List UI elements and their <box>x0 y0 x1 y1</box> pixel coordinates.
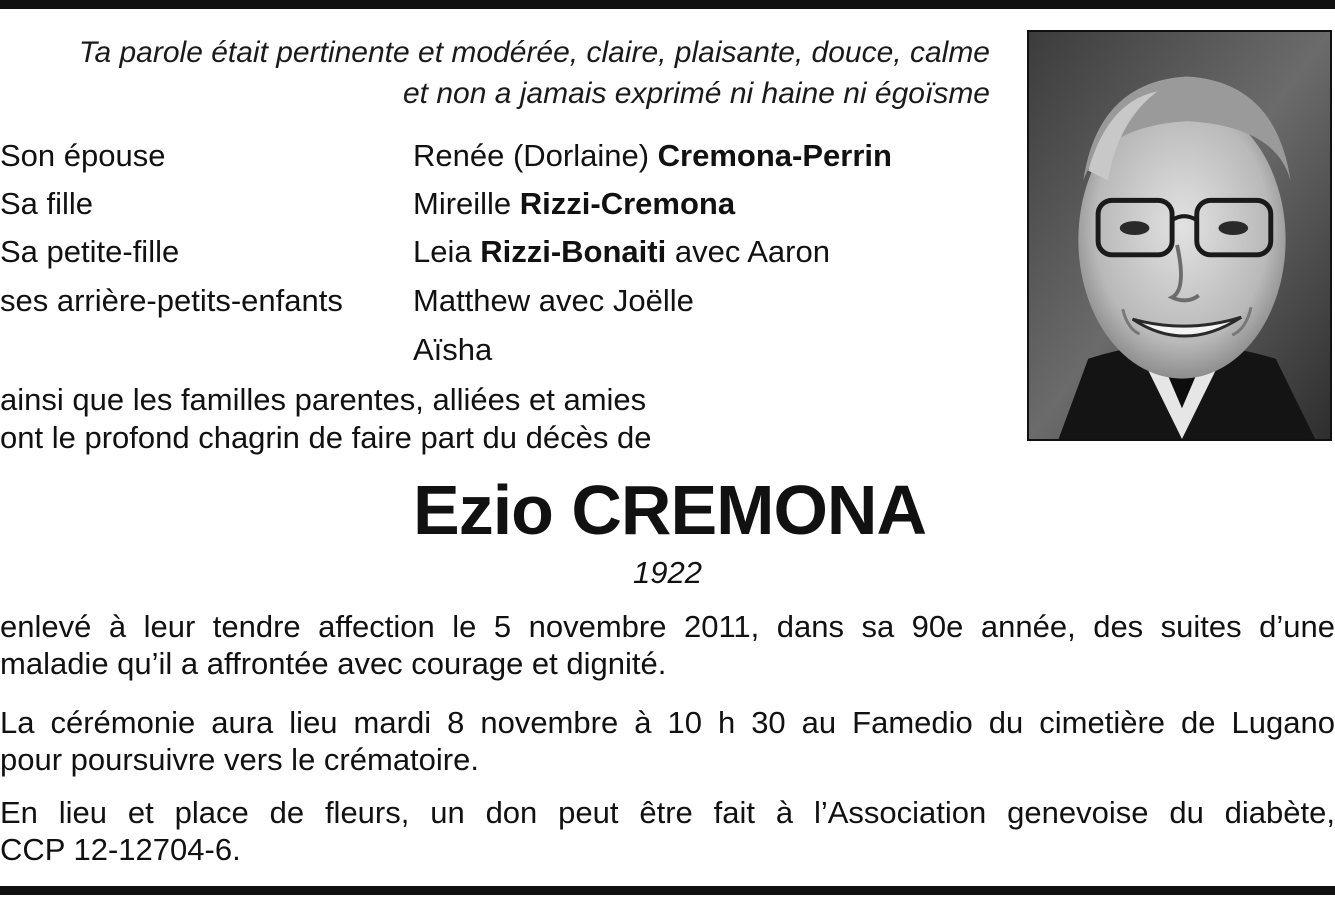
paragraph-line: maladie qu’il a affrontée avec courage et dignité. <box>0 646 667 681</box>
family-surname: Cremona-Perrin <box>657 138 892 173</box>
family-member: Aïsha <box>413 332 493 367</box>
portrait-photo <box>1027 30 1332 441</box>
paragraph-line: enlevé à leur tendre affection le 5 novembre 2011, dans sa 90e année, des suites d’une <box>0 609 1335 644</box>
paragraph-line: En lieu et place de fleurs, un don peut être fait à l’Association genevoise du diabète, <box>0 795 1335 830</box>
announcement-line-2: ont le profond chagrin de faire part du décès de <box>0 420 652 455</box>
announcement-line-1: ainsi que les familles parentes, alliées et amies <box>0 382 647 417</box>
paragraph-line: La cérémonie aura lieu mardi 8 novembre à 10 h 30 au Famedio du cimetière de Lugano <box>0 705 1335 740</box>
paragraph-line: pour poursuivre vers le crématoire. <box>0 742 479 777</box>
family-role: ses arrière-petits-enfants <box>0 283 343 318</box>
epigraph-line-1: Ta parole était pertinente et modérée, claire, plaisante, douce, calme <box>78 36 990 69</box>
birth-year: 1922 <box>633 555 702 590</box>
bottom-rule <box>0 886 1335 895</box>
paragraph-ceremony <box>0 704 1335 778</box>
deceased-name: Ezio CREMONA <box>413 471 926 549</box>
top-rule <box>0 0 1335 9</box>
family-member: Matthew avec Joëlle <box>413 283 694 318</box>
portrait-image <box>1029 32 1330 439</box>
paragraph-donation <box>0 794 1335 868</box>
family-role: Sa petite-fille <box>0 234 180 269</box>
family-role: Son épouse <box>0 138 166 173</box>
family-role: Sa fille <box>0 186 94 221</box>
family-surname: Rizzi-Bonaiti <box>480 234 667 269</box>
family-member: Mireille Rizzi-Cremona <box>413 186 736 221</box>
family-surname: Rizzi-Cremona <box>519 186 736 221</box>
epigraph-line-2: et non a jamais exprimé ni haine ni égoïsme <box>403 77 990 110</box>
family-member: Renée (Dorlaine) Cremona-Perrin <box>413 138 892 173</box>
paragraph-death <box>0 608 1335 682</box>
paragraph-line: CCP 12-12704-6. <box>0 832 241 867</box>
family-member: Leia Rizzi-Bonaiti avec Aaron <box>413 234 830 269</box>
